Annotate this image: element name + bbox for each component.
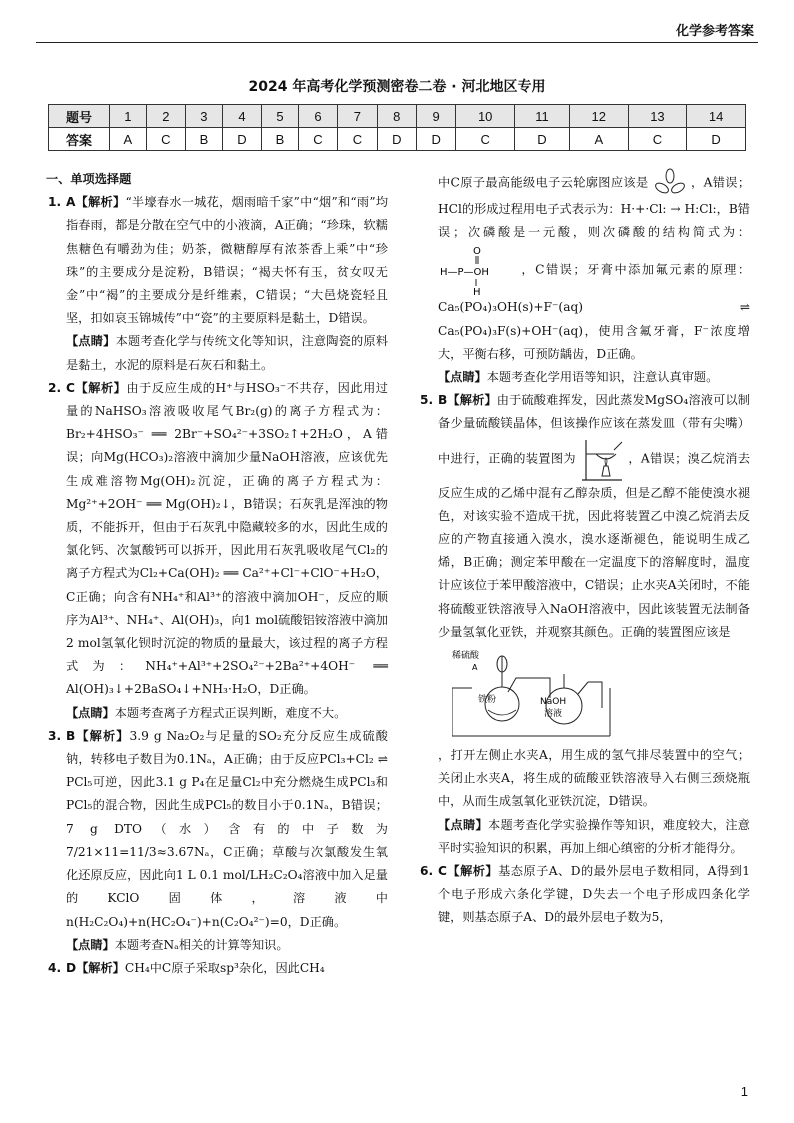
tip-tag: 【点睛】 bbox=[438, 817, 488, 832]
question-1 bbox=[48, 191, 388, 330]
answer-table-row-numbers bbox=[49, 105, 746, 128]
answer-tag: C【解析】 bbox=[438, 864, 499, 879]
tip-2 bbox=[48, 702, 388, 725]
question-text: ，A错误；HCl的形成过程用电子式表示为：H·+·Cl: → H:Cl:，B错误；次磷酸是一元酸，则次磷酸的结构简式为： bbox=[438, 175, 751, 240]
table-cell: C bbox=[338, 128, 377, 151]
fig-label-clamp-a: A bbox=[472, 663, 478, 673]
fig-label-iron-powder: 铁粉 bbox=[478, 695, 497, 706]
answer-tag: B【解析】 bbox=[66, 728, 130, 743]
table-cell: 9 bbox=[416, 105, 455, 128]
fig-label-dilute-sulfuric-acid: 稀硫酸 bbox=[452, 651, 480, 662]
table-cell: C bbox=[146, 128, 185, 151]
tip-text: 本题考查化学与传统文化等知识，注意陶瓷的原料是黏土，水泥的原料是石灰石和黏土。 bbox=[66, 334, 389, 372]
answer-tag: B【解析】 bbox=[438, 393, 497, 408]
tip-tag: 【点睛】 bbox=[66, 705, 115, 720]
table-cell: B bbox=[186, 128, 223, 151]
tip-1 bbox=[48, 330, 388, 376]
question-text: 中C原子最高能级电子云轮廓图应该是 bbox=[438, 175, 649, 190]
table-cell: 8 bbox=[377, 105, 416, 128]
left-column bbox=[48, 168, 388, 980]
table-cell: 3 bbox=[186, 105, 223, 128]
table-cell: C bbox=[298, 128, 337, 151]
question-4-continued bbox=[420, 168, 750, 366]
question-2 bbox=[48, 377, 388, 702]
evaporating-dish-apparatus bbox=[580, 436, 624, 482]
table-cell: 5 bbox=[262, 105, 299, 128]
header-rule bbox=[36, 42, 758, 43]
table-cell: 12 bbox=[569, 105, 628, 128]
question-6 bbox=[420, 860, 750, 930]
hypophosphorous-acid-structure bbox=[438, 244, 516, 296]
row-label-answer: 答案 bbox=[49, 128, 110, 151]
table-cell: 6 bbox=[298, 105, 337, 128]
page-number: 1 bbox=[740, 1084, 748, 1099]
tip-tag: 【点睛】 bbox=[438, 370, 487, 385]
page-tag: 化学参考答案 bbox=[675, 24, 754, 39]
question-number: 6. bbox=[420, 864, 434, 879]
table-cell: D bbox=[222, 128, 261, 151]
answer-table-row-answers bbox=[49, 128, 746, 151]
struct-main: H—P—OH bbox=[440, 267, 489, 279]
question-number: 3. bbox=[48, 728, 62, 743]
table-cell: 10 bbox=[456, 105, 515, 128]
row-label-number: 题号 bbox=[49, 105, 110, 128]
tip-3 bbox=[48, 934, 388, 957]
table-cell: A bbox=[110, 128, 147, 151]
tip-5 bbox=[420, 814, 750, 860]
fig-label-solution: 溶液 bbox=[544, 709, 563, 720]
question-text: ，C错误；牙膏中添加氟元素的原理：Ca₅(PO₄)₃OH(s)+F⁻(aq) ⇌ Ca₅(PO₄)₃F(s)+OH⁻(aq)，使用含氟牙膏，F⁻浓度增大，平衡右移，可预防龋齿，D正确。 bbox=[438, 262, 751, 361]
table-cell: B bbox=[262, 128, 299, 151]
table-cell: D bbox=[687, 128, 746, 151]
answer-tag: A【解析】 bbox=[66, 195, 126, 210]
right-column bbox=[420, 168, 750, 930]
tip-tag: 【点睛】 bbox=[66, 334, 116, 349]
question-text: “半壕春水一城花，烟雨暗千家”中“烟”和“雨”均指春雨，都是分散在空气中的小液滴，A正确；“珍珠，软糯焦糖色有嚼劲为佳；奶茶，微糖醇厚有浓茶香上乘”中“珍珠”的主要成分是淀粉，B错误；“褐夫怀有玉，贫女叹无金”中“褐”的主要成分是纤维素，C错误；“大邑烧瓷轻且坚，扣如哀玉锦城传”中“瓷”的主要原料是黏土，D错误。 bbox=[66, 195, 389, 326]
table-cell: 14 bbox=[687, 105, 746, 128]
table-cell: 11 bbox=[515, 105, 570, 128]
section-heading: 一、单项选择题 bbox=[46, 172, 132, 186]
struct-hydrogen: H bbox=[473, 287, 481, 297]
question-number: 2. bbox=[48, 380, 62, 395]
question-number: 5. bbox=[420, 393, 434, 408]
tip-text: 本题考查化学用语等知识，注意认真审题。 bbox=[486, 370, 719, 385]
table-cell: A bbox=[569, 128, 628, 151]
question-text: 由于硫酸难挥发，因此蒸发MgSO₄溶液可以制备少量硫酸镁晶体，但该操作应该在蒸发皿（带有尖嘴）中进行，正确的装置图为 bbox=[438, 393, 750, 466]
question-5 bbox=[420, 389, 750, 813]
table-cell: 2 bbox=[146, 105, 185, 128]
question-4 bbox=[48, 957, 388, 980]
table-cell: C bbox=[628, 128, 687, 151]
question-text: ，打开左侧止水夹A，用生成的氢气排尽装置中的空气；关闭止水夹A，将生成的硫酸亚铁溶液导入右侧三颈烧瓶中，从而生成氢氧化亚铁沉淀，D错误。 bbox=[438, 748, 750, 809]
question-text: 由于反应生成的H⁺与HSO₃⁻不共存，因此用过量的NaHSO₃溶液吸收尾气Br₂(g)的离子方程式为：Br₂+4HSO₃⁻ ══ 2Br⁻+SO₄²⁻+3SO₂↑+2H₂O，A错误；向Mg(HCO₃)₂溶液中滴加少量NaOH溶液，应该优先生成难溶物Mg(OH)₂沉淀，正确的离子方程式为：Mg²⁺+2OH⁻ ══ Mg(OH)₂↓，B错误；石灰乳是浑浊的物质，不能拆开，但由于石灰乳中隐藏较多的水，因此生成的氯化钙、次氯酸钙可以拆开，因此用石灰乳吸收尾气Cl₂的离子方程式为Cl₂+Ca(OH)₂ ══ Ca²⁺+Cl⁻+ClO⁻+H₂O，C正确；向含有NH₄⁺和Al³⁺的溶液中滴加OH⁻，反应的顺序为Al³⁺、NH₄⁺、Al(OH)₃，向1 mol硫酸铝铵溶液中滴加2 mol氢氧化钡时沉淀的物质的量最大，该过程的离子方程式为：NH₄⁺+Al³⁺+2SO₄²⁻+2Ba²⁺+4OH⁻ ══ Al(OH)₃↓+2BaSO₄↓+NH₃·H₂O，D正确。 bbox=[66, 380, 388, 697]
page-title: 2024 年高考化学预测密卷二卷 · 河北地区专用 bbox=[248, 79, 546, 95]
table-cell: 4 bbox=[222, 105, 261, 128]
question-3 bbox=[48, 725, 388, 934]
struct-oxygen: O bbox=[473, 246, 481, 258]
tip-text: 本题考查离子方程式正误判断，难度不大。 bbox=[114, 705, 347, 720]
table-cell: 13 bbox=[628, 105, 687, 128]
question-number: 4. bbox=[48, 960, 62, 975]
tip-text: 本题考查Nₐ相关的计算等知识。 bbox=[114, 937, 289, 952]
question-text: 3.9 g Na₂O₂与足量的SO₂充分反应生成硫酸钠，转移电子数目为0.1Nₐ，A正确；由于反应PCl₃+Cl₂ ⇌ PCl₅可逆，因此3.1 g P₄在足量Cl₂中充分燃烧生成PCl₃和PCl₅的混合物，因此生成PCl₅的数目小于0.1Nₐ，B错误；7 g DTO（水）含有的中子数为7/21×11=11/3≈3.67Nₐ，C正确；草酸与次氯酸发生氧化还原反应，因此向1 L 0.1 mol/LH₂C₂O₄溶液中加入足量的KClO固体，溶液中n(H₂C₂O₄)+n(HC₂O₄⁻)+n(C₂O₄²⁻)=0，D正确。 bbox=[66, 728, 388, 929]
question-text: CH₄中C原子采取sp³杂化，因此CH₄ bbox=[124, 960, 325, 975]
table-cell: 1 bbox=[110, 105, 147, 128]
table-cell: D bbox=[515, 128, 570, 151]
tip-4 bbox=[420, 366, 750, 389]
ferrous-hydroxide-apparatus bbox=[452, 648, 612, 740]
answer-tag: C【解析】 bbox=[66, 380, 127, 395]
question-number: 1. bbox=[48, 195, 62, 210]
tip-tag: 【点睛】 bbox=[66, 937, 115, 952]
p-orbital-icon bbox=[653, 168, 687, 198]
tip-text: 本题考查化学实验操作等知识，难度较大，注意平时实验知识的积累，再加上细心缜密的分析才能得分。 bbox=[438, 817, 750, 855]
fig-label-naoh: NaOH bbox=[540, 697, 567, 708]
table-cell: 7 bbox=[338, 105, 377, 128]
answer-table bbox=[48, 104, 746, 151]
question-text: ，A错误；溴乙烷消去反应生成的乙烯中混有乙醇杂质，但是乙醇不能使溴水褪色，对该实验不造成干扰，因此将装置乙中溴乙烷消去反应的产物直接通入溴水，溴水逐渐褪色，能说明生成乙烯，B正确；测定苯甲酸在一定温度下的溶解度时，温度计应该位于苯甲酸溶液中，C错误；止水夹A关闭时，不能将硫酸亚铁溶液导入NaOH溶液中，因此该装置无法制备少量氢氧化亚铁，并观察其颜色。正确的装置图应该是 bbox=[438, 451, 751, 639]
question-text: 基态原子A、D的最外层电子数相同，A得到1个电子形成六条化学键，D失去一个电子形成四条化学键，则基态原子A、D的最外层电子数为5， bbox=[438, 864, 750, 925]
table-cell: C bbox=[456, 128, 515, 151]
table-cell: D bbox=[416, 128, 455, 151]
table-cell: D bbox=[377, 128, 416, 151]
answer-tag: D【解析】 bbox=[66, 960, 125, 975]
